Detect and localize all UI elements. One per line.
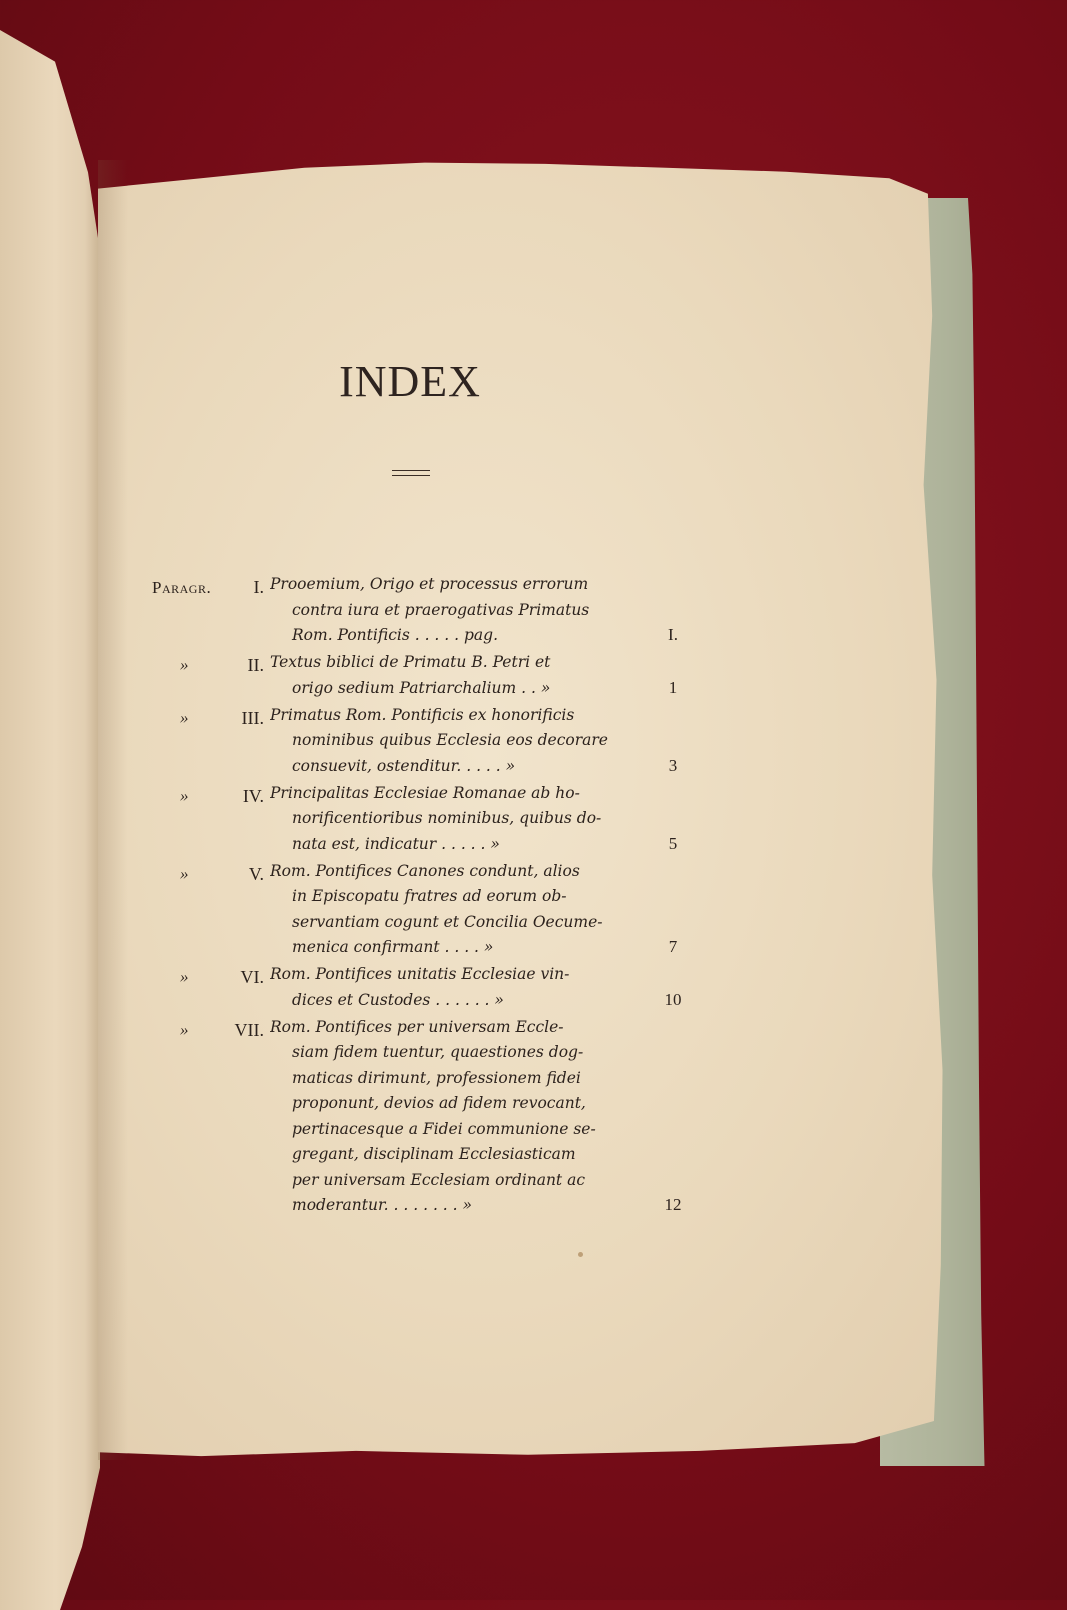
entry-description (270, 859, 642, 961)
entry-line: norificentioribus nominibus, quibus do- (292, 809, 602, 827)
entry-line: consuevit, ostenditur. . . . . » (292, 756, 516, 775)
page-number: 1 (668, 677, 678, 697)
entry-description (270, 962, 642, 1013)
entry-line: moderantur. . . . . . . . » (292, 1196, 472, 1214)
page-number: 10 (664, 989, 682, 1009)
ditto-mark: » (180, 707, 189, 727)
entry-line: siam fidem tuentur, quaestiones dog- (292, 1043, 584, 1061)
ditto-mark: » (180, 863, 189, 883)
toc-entry (150, 703, 700, 780)
entry-description (270, 703, 642, 780)
page-number: 5 (668, 833, 678, 853)
entry-line: pertinacesque a Fidei communione se- (292, 1119, 596, 1138)
toc-entry (150, 859, 700, 961)
section-numeral: I. (253, 577, 264, 597)
toc-entry (150, 650, 700, 701)
entry-line: Rom. Pontifices unitatis Ecclesiae vin- (270, 965, 570, 983)
section-numeral: V. (248, 863, 264, 884)
entry-line: menica confirmant . . . . » (292, 938, 494, 956)
entry-line: contra iura et praerogativas Primatus (292, 600, 590, 619)
toc-entry (150, 1015, 700, 1219)
ditto-mark: » (180, 655, 189, 674)
ditto-mark: » (180, 967, 189, 986)
paragraph-prefix: Paragr. (152, 578, 212, 597)
entry-line: Rom. Pontificis . . . . . pag. (292, 626, 498, 644)
section-numeral: IV. (242, 785, 264, 806)
entry-line: servantiam cogunt et Concilia Oecume- (292, 912, 603, 931)
table-of-contents (150, 572, 700, 1220)
title-rule-bottom (392, 475, 430, 476)
entry-line: Rom. Pontifices per universam Eccle- (270, 1017, 564, 1036)
entry-line: Textus biblici de Primatu B. Petri et (270, 653, 551, 671)
entry-line: per universam Ecclesiam ordinant ac (292, 1170, 586, 1189)
ditto-mark: » (180, 1019, 189, 1039)
entry-line: Primatus Rom. Pontificis ex honorificis (270, 705, 575, 724)
toc-entry (150, 572, 700, 649)
entry-line: dices et Custodes . . . . . . » (292, 990, 504, 1009)
entry-line: Rom. Pontifices Canones condunt, alios (270, 861, 580, 880)
entry-line: maticas dirimunt, professionem fidei (292, 1068, 581, 1087)
page-number: 12 (664, 1195, 682, 1214)
entry-line: gregant, disciplinam Ecclesiasticam (292, 1145, 576, 1163)
page-number: I. (668, 625, 678, 644)
entry-line: nominibus quibus Ecclesia eos decorare (292, 731, 608, 749)
entry-description (270, 572, 642, 649)
section-numeral: II. (247, 655, 264, 675)
entry-line: nata est, indicatur . . . . . » (292, 834, 500, 853)
page-number: 7 (668, 937, 678, 956)
toc-entry (150, 962, 700, 1013)
entry-line: Principalitas Ecclesiae Romanae ab ho- (270, 783, 580, 802)
entry-line: Prooemium, Origo et processus errorum (270, 575, 589, 593)
section-numeral: VI. (240, 967, 264, 987)
title-rule-top (392, 470, 430, 471)
entry-description (270, 781, 642, 858)
section-numeral: VII. (234, 1019, 264, 1040)
section-numeral: III. (241, 707, 264, 728)
left-page (0, 30, 100, 1610)
page-number: 3 (668, 755, 678, 775)
entry-description (270, 650, 642, 701)
toc-entry (150, 781, 700, 858)
entry-description (270, 1015, 642, 1219)
entry-line: proponunt, devios ad fidem revocant, (292, 1094, 586, 1112)
entry-line: origo sedium Patriarchalium . . » (292, 678, 551, 697)
page-title: INDEX (339, 357, 481, 406)
ditto-mark: » (180, 785, 189, 805)
entry-line: in Episcopatu fratres ad eorum ob- (292, 887, 567, 905)
paper-stain (578, 1252, 583, 1257)
